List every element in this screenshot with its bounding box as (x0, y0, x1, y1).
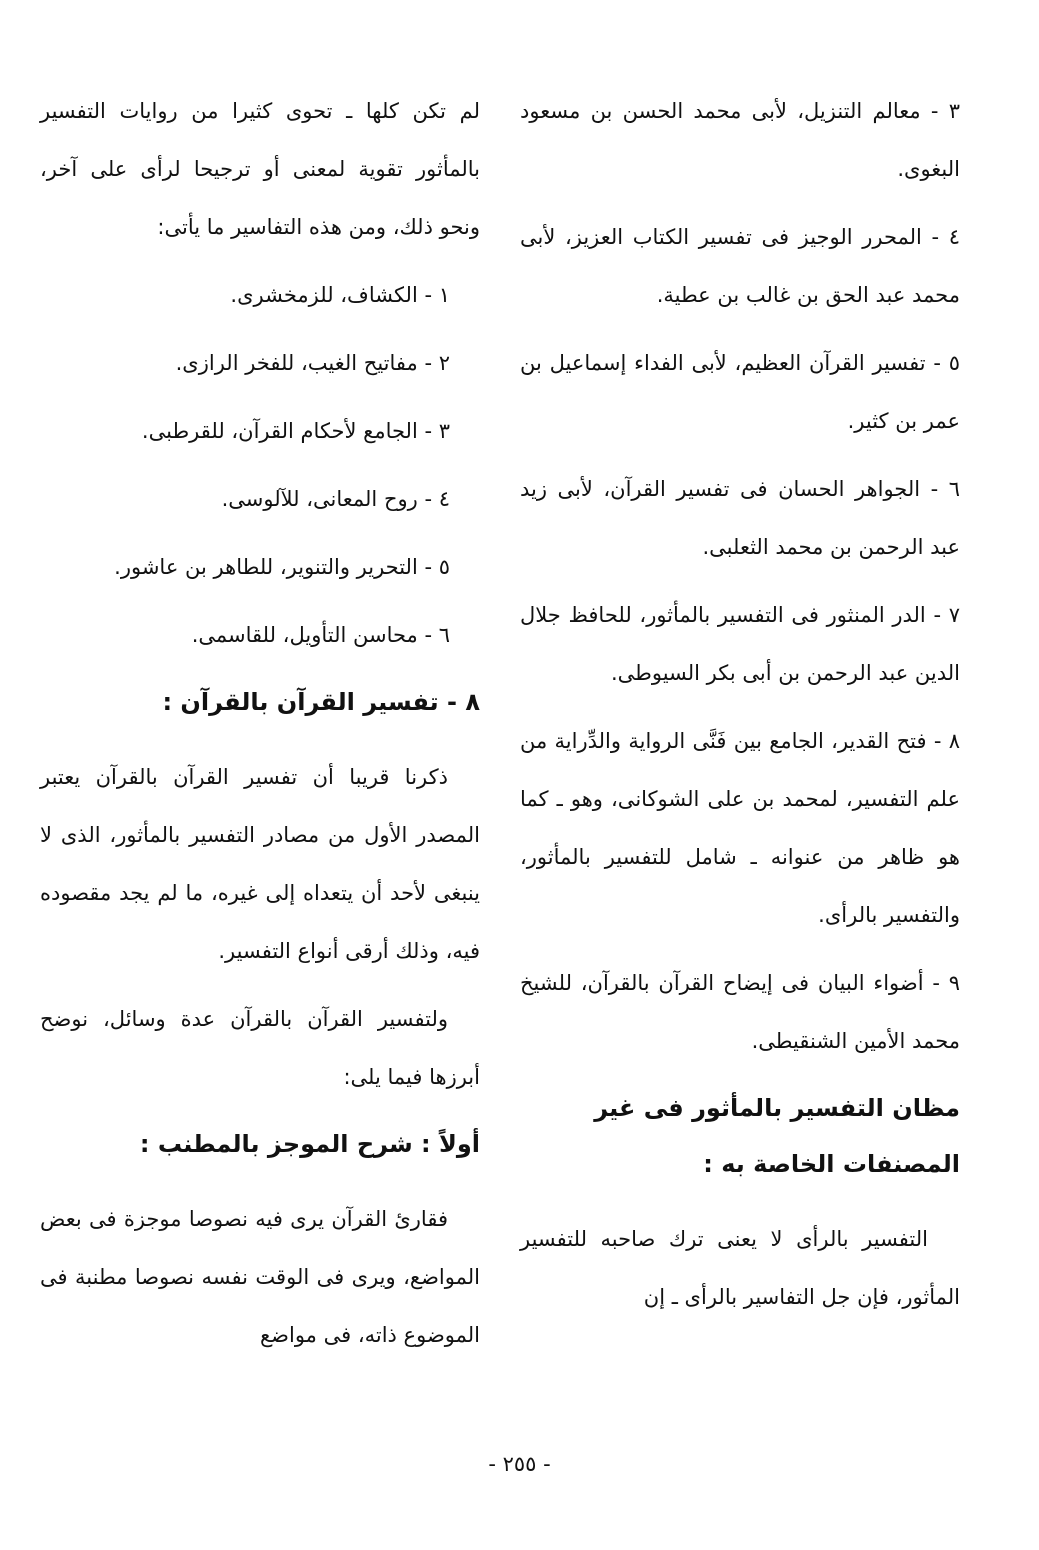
list-item: ٦ - محاسن التأويل، للقاسمى. (191, 623, 450, 647)
section-heading: أولاً : شرح الموجز بالمطنب : (139, 1130, 480, 1158)
paragraph: ٩ - أضواء البيان فى إيضاح القرآن بالقرآن، للشيخ محمد الأمين الشنقيطى. (520, 971, 960, 1053)
list-item: ٢ - مفاتيح الغيب، للفخر الرازى. (175, 351, 450, 375)
paragraph: ٨ - فتح القدير، الجامع بين فَنَّى الرواية والدِّراية من علم التفسير، لمحمد بن على الشوكانى، وهو ـ كما هو ظاهر من عنوانه ـ شامل للتفسير بالمأثور، والتفسير بالرأى. (520, 729, 960, 927)
paragraph: ٣ - معالم التنزيل، لأبى محمد الحسن بن مسعود البغوى. (520, 99, 960, 181)
page-number: - ٢٥٥ - (488, 1452, 551, 1476)
section-heading: ٨ - تفسير القرآن بالقرآن : (162, 688, 480, 716)
paragraph: ٤ - المحرر الوجيز فى تفسير الكتاب العزيز، لأبى محمد عبد الحق بن غالب بن عطية. (520, 225, 960, 307)
paragraph: ٥ - تفسير القرآن العظيم، لأبى الفداء إسماعيل بن عمر بن كثير. (520, 351, 960, 433)
paragraph: لم تكن كلها ـ تحوى كثيرا من روايات التفسير بالمأثور تقوية لمعنى أو ترجيحا لرأى على آخر، ونحو ذلك، ومن هذه التفاسير ما يأتى: (40, 99, 480, 239)
paragraph: ذكرنا قريبا أن تفسير القرآن بالقرآن يعتبر المصدر الأول من مصادر التفسير بالمأثور، الذى لا ينبغى لأحد أن يتعداه إلى غيره، ما لم يجد مقصوده فيه، وذلك أرقى أنواع التفسير. (40, 765, 480, 963)
list-item: ٣ - الجامع لأحكام القرآن، للقرطبى. (141, 419, 450, 443)
list-item: ١ - الكشاف، للزمخشرى. (230, 283, 450, 307)
paragraph: ٧ - الدر المنثور فى التفسير بالمأثور، للحافظ جلال الدين عبد الرحمن بن أبى بكر السيوطى. (520, 603, 960, 685)
paragraph: ولتفسير القرآن بالقرآن عدة وسائل، نوضح أبرزها فيما يلى: (40, 1007, 480, 1089)
section-heading: مظان التفسير بالمأثور فى غير المصنفات الخاصة به : (594, 1094, 960, 1178)
right-column (520, 82, 960, 1336)
paragraph: التفسير بالرأى لا يعنى ترك صاحبه للتفسير المأثور، فإن جل التفاسير بالرأى ـ إن (520, 1227, 960, 1309)
list-item: ٤ - روح المعانى، للآلوسى. (221, 487, 450, 511)
list-item: ٥ - التحرير والتنوير، للطاهر بن عاشور. (114, 555, 450, 579)
left-column (40, 82, 480, 1374)
paragraph: ٦ - الجواهر الحسان فى تفسير القرآن، لأبى زيد عبد الرحمن بن محمد الثعلبى. (520, 477, 960, 559)
paragraph: فقارئ القرآن يرى فيه نصوصا موجزة فى بعض المواضع، ويرى فى الوقت نفسه نصوصا مطنبة فى الموضوع ذاته، فى مواضع (40, 1207, 480, 1347)
